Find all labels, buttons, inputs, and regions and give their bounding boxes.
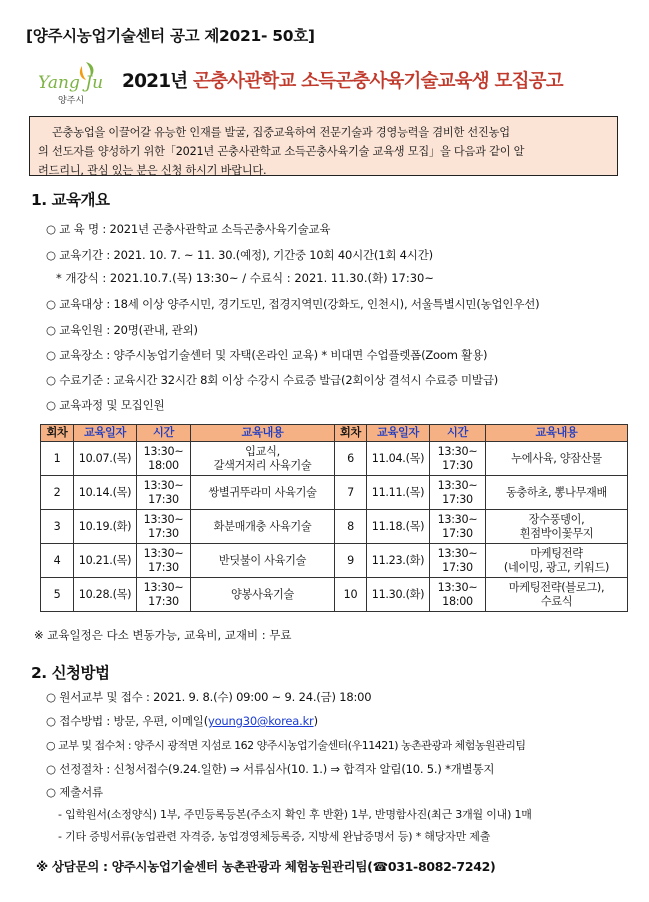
selection-procedure: ○ 선정절차 : 신청서접수(9.24.일한) ⇒ 서류심사(10. 1.) ⇒ 합격자 알림(10. 5.) *개별통지 [46, 762, 495, 776]
table-cell: 8 [335, 510, 367, 544]
document-item-2: - 기타 증빙서류(농업관련 자격증, 농업경영체등록증, 지방세 완납증명서 등) * 해당자만 제출 [58, 830, 491, 843]
table-cell: 쌍별귀뚜라미 사육기술 [191, 476, 335, 510]
table-cell: 양봉사육기술 [191, 578, 335, 612]
logo-text: Yang Ju [38, 73, 104, 93]
table-cell: 13:30~ 17:30 [137, 510, 191, 544]
col-header: 교육일자 [367, 425, 430, 442]
table-row [41, 578, 628, 612]
title-year: 2021년 [122, 71, 194, 92]
application-period: ○ 원서교부 및 접수 : 2021. 9. 8.(수) 09:00 ~ 9. 24.(금) 18:00 [46, 690, 372, 704]
table-cell: 13:30~ 17:30 [137, 578, 191, 612]
logo-subtitle: 양주시 [58, 96, 85, 106]
col-header: 회차 [335, 425, 367, 442]
table-cell: 입교식, 갈색거저리 사육기술 [191, 442, 335, 476]
course-period: ○ 교육기간 : 2021. 10. 7. ~ 11. 30.(예정), 기간중 10회 40시간(1회 4시간) [46, 248, 433, 262]
email-link[interactable]: young30@korea.kr [207, 714, 314, 728]
table-cell: 13:30~ 17:30 [430, 510, 486, 544]
table-cell: 1 [41, 442, 74, 476]
schedule-table [40, 424, 628, 612]
table-row [41, 476, 628, 510]
table-cell: 13:30~ 18:00 [137, 442, 191, 476]
table-cell: 11.23.(화) [367, 544, 430, 578]
table-cell: 마케팅전략 (네이밍, 광고, 키워드) [486, 544, 628, 578]
course-location: ○ 교육장소 : 양주시농업기술센터 및 자택(온라인 교육) * 비대면 수업플렛폼(Zoom 활용) [46, 348, 488, 362]
table-cell: 화분매개충 사육기술 [191, 510, 335, 544]
table-cell: 10.21.(목) [74, 544, 137, 578]
table-cell: 13:30~ 17:30 [137, 544, 191, 578]
table-cell: 11.18.(목) [367, 510, 430, 544]
table-cell: 6 [335, 442, 367, 476]
course-target: ○ 교육대상 : 18세 이상 양주시민, 경기도민, 접경지역민(강화도, 인천시), 서울특별시민(농업인우선) [46, 297, 540, 311]
table-cell: 10 [335, 578, 367, 612]
table-cell: 10.07.(목) [74, 442, 137, 476]
table-cell: 11.04.(목) [367, 442, 430, 476]
application-method [46, 713, 318, 729]
table-cell: 11.11.(목) [367, 476, 430, 510]
table-row [41, 442, 628, 476]
table-cell: 10.14.(목) [74, 476, 137, 510]
table-cell: 반딧불이 사육기술 [191, 544, 335, 578]
method-text: ○ 접수방법 : 방문, 우편, 이메일( [46, 714, 208, 728]
table-cell: 동충하초, 뽕나무재배 [486, 476, 628, 510]
col-header: 교육내용 [486, 425, 628, 442]
notice-number: [양주시농업기술센터 공고 제2021- 50호] [26, 27, 315, 45]
table-row [41, 544, 628, 578]
col-header: 회차 [41, 425, 74, 442]
course-name: ○ 교 육 명 : 2021년 곤충사관학교 소득곤충사육기술교육 [46, 222, 331, 236]
table-cell: 13:30~ 17:30 [430, 476, 486, 510]
col-header: 시간 [430, 425, 486, 442]
method-close: ) [313, 714, 318, 728]
table-cell: 11.30.(화) [367, 578, 430, 612]
table-note: ※ 교육일정은 다소 변동가능, 교육비, 교재비 : 무료 [34, 628, 292, 642]
col-header: 교육일자 [74, 425, 137, 442]
table-row [41, 510, 628, 544]
intro-line-2: 의 선도자를 양성하기 위한「2021년 곤충사관학교 소득곤충사육기술 교육생 모집」을 다음과 같이 알 [38, 145, 525, 158]
title-suffix: 모집공고 [488, 71, 563, 92]
documents-title: ○ 제출서류 [46, 785, 103, 799]
ceremony-schedule: * 개강식 : 2021.10.7.(목) 13:30~ / 수료식 : 2021. 11.30.(화) 17:30~ [56, 271, 434, 285]
table-cell: 3 [41, 510, 74, 544]
completion-criteria: ○ 수료기준 : 교육시간 32시간 8회 이상 수강시 수료증 발급(2회이상 결석시 수료증 미발급) [46, 373, 499, 387]
page-title [122, 67, 563, 93]
table-cell: 장수풍뎅이, 흰점박이꽃무지 [486, 510, 628, 544]
curriculum-heading: ○ 교육과정 및 모집인원 [46, 398, 165, 412]
contact-info: ※ 상담문의 : 양주시농업기술센터 농촌관광과 체험농원관리팀(☎031-8082-7242) [36, 859, 496, 874]
intro-line-1: 곤충농업을 이끌어갈 유능한 인재를 발굴, 집중교육하여 전문기술과 경영능력을 겸비한 선진농업 [52, 126, 510, 139]
table-cell: 13:30~ 18:00 [430, 578, 486, 612]
table-cell: 마케팅전략(블로그), 수료식 [486, 578, 628, 612]
table-cell: 10.28.(목) [74, 578, 137, 612]
intro-line-3: 려드리니, 관심 있는 분은 신청 하시기 바랍니다. [38, 164, 267, 177]
application-place: ○ 교부 및 접수처 : 양주시 광적면 지섬로 162 양주시농업기술센터(우11421) 농촌관광과 체험농원관리팀 [46, 739, 526, 752]
col-header: 교육내용 [191, 425, 335, 442]
table-cell: 5 [41, 578, 74, 612]
table-cell: 13:30~ 17:30 [430, 544, 486, 578]
table-cell: 4 [41, 544, 74, 578]
document-item-1: - 입학원서(소정양식) 1부, 주민등록등본(주소지 확인 후 반환) 1부, 반명함사진(최근 3개월 이내) 1매 [58, 808, 532, 821]
section-1-title: 1. 교육개요 [31, 191, 110, 209]
table-cell: 13:30~ 17:30 [430, 442, 486, 476]
course-capacity: ○ 교육인원 : 20명(관내, 관외) [46, 323, 198, 337]
table-cell: 2 [41, 476, 74, 510]
col-header: 시간 [137, 425, 191, 442]
intro-box [29, 116, 618, 176]
section-2-title: 2. 신청방법 [31, 664, 110, 682]
table-cell: 10.19.(화) [74, 510, 137, 544]
table-cell: 7 [335, 476, 367, 510]
table-cell: 13:30~ 17:30 [137, 476, 191, 510]
title-program: 곤충사관학교 소득곤충사육기술교육생 [193, 71, 489, 92]
table-cell: 9 [335, 544, 367, 578]
table-header-row [41, 425, 628, 442]
table-cell: 누에사육, 양잠산물 [486, 442, 628, 476]
